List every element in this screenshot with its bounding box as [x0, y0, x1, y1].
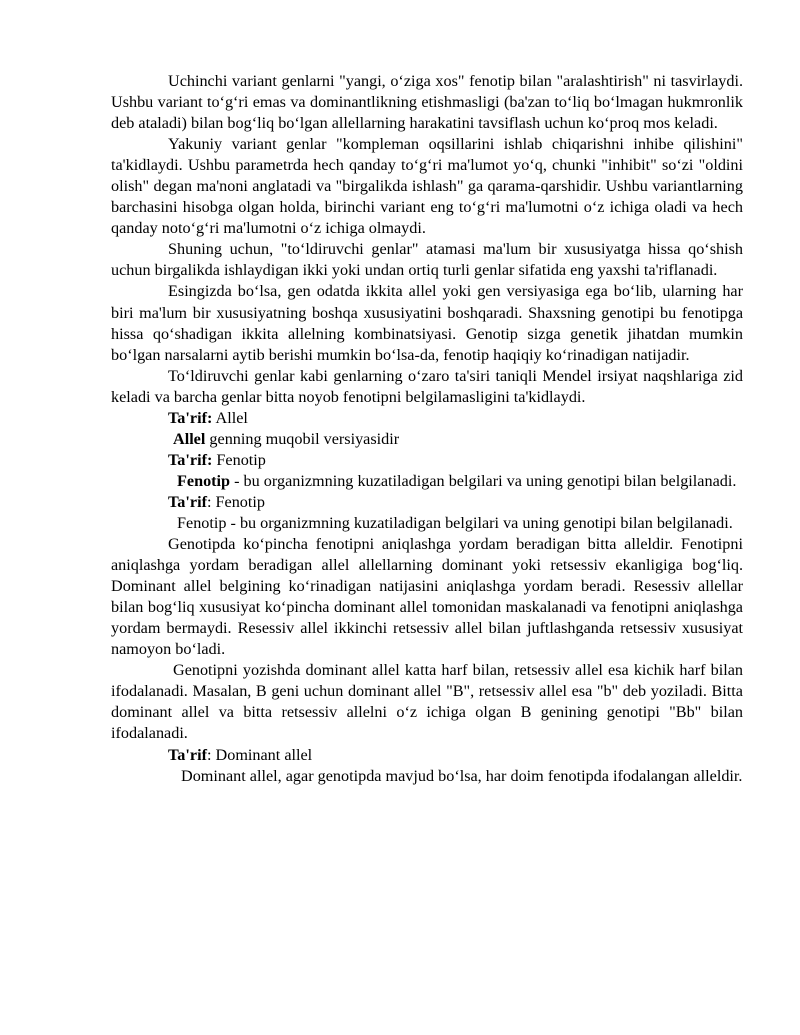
definition-label: Ta'rif: [168, 492, 207, 511]
paragraph-gene-interaction: To‘ldiruvchi genlar kabi genlarning o‘zaro ta'siri taniqli Mendel irsiyat naqshlariga zid keladi va barcha genlar bitta noyob fenotipni belgilamasligini ta'kidlaydi.: [111, 366, 743, 406]
definition-fenotip-heading: [111, 450, 743, 471]
definition-label: Ta'rif: [168, 745, 207, 764]
paragraph-final-variant: Yakuniy variant genlar "kompleman oqsillarini ishlab chiqarishni inhibe qilishini" ta'kidlaydi. Ushbu parametrda hech qanday to‘g‘ri ma'lumot yo‘q, chunki "inhibit" so‘zi "oldini olish" degan ma'noni anglatadi va "birgalikda ishlash" ga qarama-qarshidir. Ushbu variantlarning barchasini hisobga olgan holda, birinchi variant eng to‘g‘ri ma'lumotni o‘z ichiga oladi va hech qanday noto‘g‘ri ma'lumotni o‘z ichiga olmaydi.: [111, 135, 743, 238]
document-page: [111, 71, 743, 787]
definition-term: Allel: [215, 408, 248, 427]
definition-fenotip-heading-2: [111, 492, 743, 513]
definition-label: Ta'rif:: [168, 450, 213, 469]
definition-fenotip-body-2: Fenotip - bu organizmning kuzatiladigan belgilari va uning genotipi bilan belgilanadi.: [177, 513, 733, 532]
definition-allel-body: [111, 429, 743, 450]
paragraph-complementary-genes: Shuning uchun, "to‘ldiruvchi genlar" atamasi ma'lum bir xususiyatga hissa qo‘shish uchun birgalikda ishlaydigan ikki yoki undan ortiq turli genlar sifatida eng yaxshi ta'riflanadi.: [111, 240, 743, 280]
paragraph-genotype-notation: Genotipni yozishda dominant allel katta harf bilan, retsessiv allel esa kichik harf bilan ifodalanadi. Masalan, B geni uchun dominant allel "B", retsessiv allel esa "b" deb yoziladi. Bitta dominant allel va bitta retsessiv allelni o‘z ichiga olgan B genining genotipi "Bb" bilan ifodalanadi.: [111, 661, 743, 743]
paragraph-third-variant: Uchinchi variant genlarni "yangi, o‘ziga xos" fenotip bilan "aralashtirish" ni tasvirlaydi. Ushbu variant to‘g‘ri emas va dominantlikning etishmasligi (ba'zan to‘liq bo‘lmagan hukmronlik deb ataladi) bilan bog‘liq bo‘lgan allellarning harakatini tavsiflash uchun ko‘proq mos keladi.: [111, 72, 743, 133]
definition-term: Fenotip: [216, 450, 266, 469]
definition-allel-heading: [111, 408, 743, 429]
definition-fenotip-body: [111, 471, 743, 492]
definition-term: : Fenotip: [206, 492, 265, 511]
definition-dominant-body: Dominant allel, agar genotipda mavjud bo‘lsa, har doim fenotipda ifodalangan alleldir.: [181, 766, 743, 785]
paragraph-dominant-recessive: Genotipda ko‘pincha fenotipni aniqlashga yordam beradigan bitta alleldir. Fenotipni aniqlashga yordam beradigan allel allellarning dominant yoki retsessiv ekanligiga bog‘liq. Dominant allel belgining ko‘rinadigan natijasini aniqlashga yordam beradi. Resessiv allellar bilan bog‘liq xususiyat ko‘pincha dominant allel tomonidan maskalanadi va fenotipni aniqlashga yordam bermaydi. Resessiv allel ikkinchi retsessiv allel bilan juftlashganda retsessiv xususiyat namoyon bo‘ladi.: [111, 535, 743, 659]
definition-dominant-heading: [111, 745, 743, 766]
definition-term-bold: Allel: [173, 429, 206, 448]
definition-text: genning muqobil versiyasidir: [209, 429, 400, 448]
definition-label: Ta'rif:: [168, 408, 213, 427]
definition-text: - bu organizmning kuzatiladigan belgilari va uning genotipi bilan belgilanadi.: [234, 471, 737, 490]
definition-term: : Dominant allel: [206, 745, 313, 764]
definition-term-bold: Fenotip: [177, 471, 231, 490]
paragraph-alleles-genotype: Esingizda bo‘lsa, gen odatda ikkita allel yoki gen versiyasiga ega bo‘lib, ularning har biri ma'lum bir xususiyatning boshqa xususiyatini boshqaradi. Shaxsning genotipi bu fenotipga hissa qo‘shadigan ikkita allelning kombinatsiyasi. Genotip sizga genetik jihatdan mumkin bo‘lgan narsalarni aytib berishi mumkin bo‘lsa-da, fenotip haqiqiy ko‘rinadigan natijadir.: [111, 282, 743, 364]
